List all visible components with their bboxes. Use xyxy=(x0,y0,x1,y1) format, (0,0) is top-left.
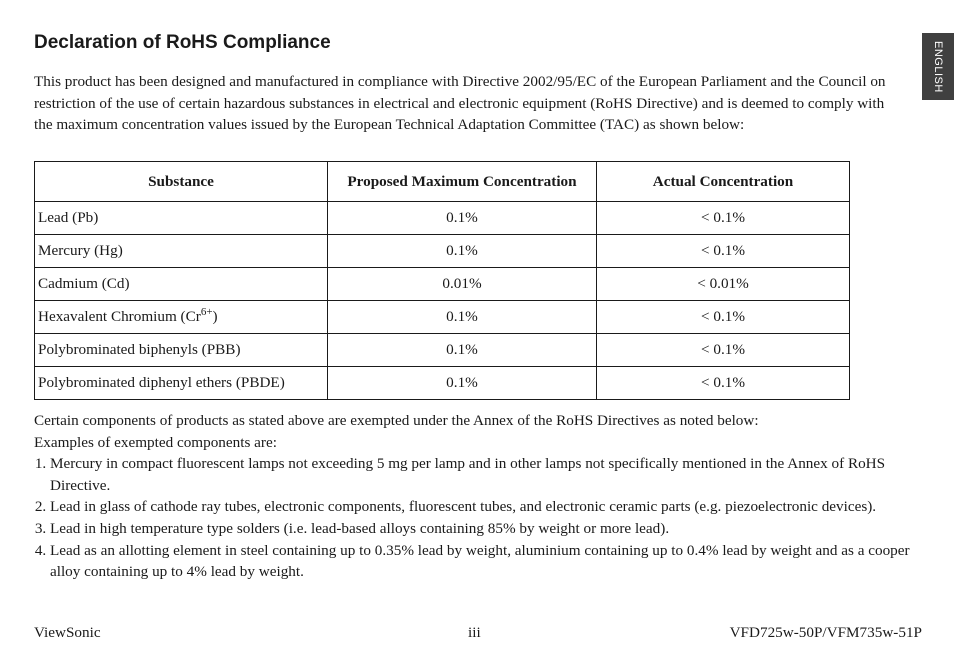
list-item: 4. Lead as an allotting element in steel containing up to 0.35% lead by weight, aluminium containing up to 0.4% lead by weight and as a cooper alloy containing up to 4% lead by weight. xyxy=(50,540,914,583)
substance-cell: Polybrominated diphenyl ethers (PBDE) xyxy=(35,367,328,400)
table-row xyxy=(35,334,850,367)
proposed-cell: 0.1% xyxy=(328,334,597,367)
header-substance: Substance xyxy=(35,162,328,202)
actual-cell: < 0.1% xyxy=(597,367,850,400)
oxidation-superscript: 6+ xyxy=(200,305,213,318)
table-row xyxy=(35,367,850,400)
exemption-examples-heading: Examples of exempted components are: xyxy=(34,433,277,451)
actual-cell: < 0.01% xyxy=(597,268,850,301)
table-header-row xyxy=(35,162,850,202)
table-row xyxy=(35,235,850,268)
substance-cell: Mercury (Hg) xyxy=(35,235,328,268)
page-footer xyxy=(34,624,922,644)
exemption-notes xyxy=(34,410,914,583)
substance-suffix: ) xyxy=(212,308,218,325)
page-number: iii xyxy=(468,624,481,641)
table-row xyxy=(35,268,850,301)
language-tab-label: ENGLISH xyxy=(932,40,944,93)
actual-cell: < 0.1% xyxy=(597,235,850,268)
proposed-cell: 0.01% xyxy=(328,268,597,301)
page-title: Declaration of RoHS Compliance xyxy=(34,32,331,53)
table-row xyxy=(35,202,850,235)
exemption-intro: Certain components of products as stated above are exempted under the Annex of the RoHS Directives as noted below: xyxy=(34,412,759,429)
table-row xyxy=(35,301,850,334)
actual-cell: < 0.1% xyxy=(597,301,850,334)
substance-cell xyxy=(35,301,328,334)
actual-cell: < 0.1% xyxy=(597,334,850,367)
substance-name: Hexavalent Chromium (Cr xyxy=(38,308,201,325)
footer-brand: ViewSonic xyxy=(34,624,101,641)
header-actual: Actual Concentration xyxy=(597,162,850,202)
substance-cell: Lead (Pb) xyxy=(35,202,328,235)
proposed-cell: 0.1% xyxy=(328,367,597,400)
list-item: 1. Mercury in compact fluorescent lamps not exceeding 5 mg per lamp and in other lamps not specifically mentioned in the Annex of RoHS Directive. xyxy=(50,453,914,496)
substance-cell: Cadmium (Cd) xyxy=(35,268,328,301)
language-tab xyxy=(922,33,954,100)
rohs-table xyxy=(34,161,850,400)
exemption-list xyxy=(34,453,914,583)
intro-paragraph: This product has been designed and manufactured in compliance with Directive 2002/95/EC of the European Parliament and the Council on restriction of the use of certain hazardous substances in electrical and electronic equipment (RoHS Directive) and is deemed to comply with the maximum concentration values issued by the European Technical Adaptation Committee (TAC) as shown below: xyxy=(34,73,886,134)
proposed-cell: 0.1% xyxy=(328,235,597,268)
footer-model-number: VFD725w-50P/VFM735w-51P xyxy=(729,624,922,641)
proposed-cell: 0.1% xyxy=(328,202,597,235)
proposed-cell: 0.1% xyxy=(328,301,597,334)
actual-cell: < 0.1% xyxy=(597,202,850,235)
substance-cell: Polybrominated biphenyls (PBB) xyxy=(35,334,328,367)
list-item: 3. Lead in high temperature type solders (i.e. lead-based alloys containing 85% by weight or more lead). xyxy=(50,518,914,540)
list-item: 2. Lead in glass of cathode ray tubes, electronic components, fluorescent tubes, and electronic ceramic parts (e.g. piezoelectronic devices). xyxy=(50,496,914,518)
header-proposed-max: Proposed Maximum Concentration xyxy=(328,162,597,202)
